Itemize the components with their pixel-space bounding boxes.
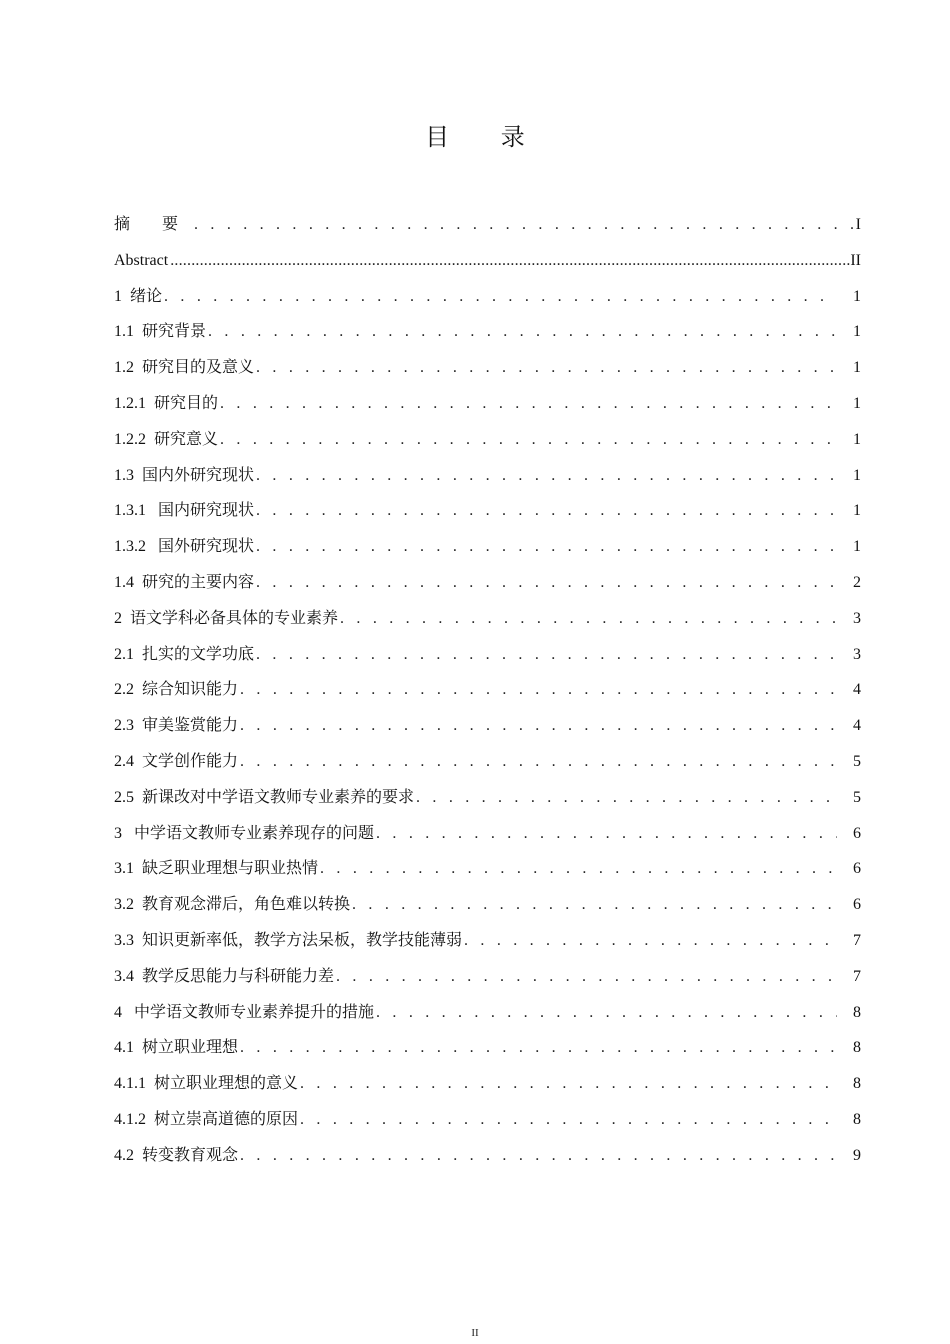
toc-dot-leader xyxy=(318,851,837,887)
toc-entry[interactable] xyxy=(114,458,861,494)
toc-entry-page-number: 6 xyxy=(853,824,861,842)
toc-entry-label: 4.1.1 树立职业理想的意义 xyxy=(114,1075,299,1093)
toc-entry-label: 2.4 文学创作能力 xyxy=(114,752,239,770)
toc-entry-page-number: 4 xyxy=(853,717,861,735)
toc-entry-page-number: 1 xyxy=(853,359,861,377)
toc-entry[interactable] xyxy=(114,780,861,816)
toc-entry-label: 1.3.1 国内研究现状 xyxy=(114,502,255,520)
page-number-footer: II xyxy=(471,1327,479,1339)
toc-entry-page-number: 7 xyxy=(853,967,861,985)
toc-dot-leader xyxy=(238,672,837,708)
toc-entry-label: 1.3.2 国外研究现状 xyxy=(114,538,255,556)
toc-entry-page-number: 8 xyxy=(853,1075,861,1093)
toc-dot-leader xyxy=(206,314,837,350)
toc-entry[interactable] xyxy=(114,243,861,279)
toc-entry-label: 1.3 国内外研究现状 xyxy=(114,466,255,484)
toc-entry-label: 2.3 审美鉴赏能力 xyxy=(114,717,239,735)
toc-entry-label: Abstract xyxy=(114,251,169,269)
toc-dot-leader xyxy=(254,637,837,673)
toc-entry[interactable] xyxy=(114,386,861,422)
toc-entry-page-number: 1 xyxy=(853,323,861,341)
table-of-contents xyxy=(114,207,861,1174)
toc-entry-page-number: 3 xyxy=(853,645,861,663)
toc-entry[interactable] xyxy=(114,493,861,529)
page-title: 目 录 xyxy=(425,123,547,151)
toc-dot-leader xyxy=(238,1030,837,1066)
toc-dot-leader xyxy=(162,279,837,315)
toc-dot-leader xyxy=(254,565,837,601)
toc-dot-leader xyxy=(374,816,837,852)
toc-dot-leader xyxy=(374,995,837,1031)
toc-dot-leader xyxy=(254,529,837,565)
toc-entry[interactable] xyxy=(114,637,861,673)
toc-entry[interactable] xyxy=(114,744,861,780)
toc-entry-page-number: 1 xyxy=(853,430,861,448)
toc-entry[interactable] xyxy=(114,1138,861,1174)
toc-entry-label: 1.2.1 研究目的 xyxy=(114,394,219,412)
toc-entry-page-number: 1 xyxy=(853,502,861,520)
toc-dot-leader xyxy=(192,207,856,243)
toc-entry-label: 2 语文学科必备具体的专业素养 xyxy=(114,609,339,627)
toc-entry-label: 4.1 树立职业理想 xyxy=(114,1039,239,1057)
toc-entry[interactable] xyxy=(114,923,861,959)
toc-entry-page-number: 5 xyxy=(853,788,861,806)
toc-entry-page-number: 1 xyxy=(853,538,861,556)
toc-entry-label: 4.1.2 树立崇高道德的原因 xyxy=(114,1110,299,1128)
toc-entry[interactable] xyxy=(114,672,861,708)
toc-entry[interactable] xyxy=(114,422,861,458)
toc-entry[interactable] xyxy=(114,851,861,887)
toc-entry-page-number: 8 xyxy=(853,1039,861,1057)
toc-dot-leader xyxy=(238,744,837,780)
toc-entry-label: 1.1 研究背景 xyxy=(114,323,207,341)
toc-entry-label: 摘 要 xyxy=(114,216,193,233)
toc-entry-page-number: 1 xyxy=(853,287,861,305)
toc-dot-leader xyxy=(218,386,837,422)
toc-dot-leader xyxy=(414,780,837,816)
toc-entry-page-number: 2 xyxy=(853,573,861,591)
toc-entry-page-number: II xyxy=(850,251,861,269)
toc-entry-label: 2.2 综合知识能力 xyxy=(114,681,239,699)
toc-entry-page-number: 1 xyxy=(853,394,861,412)
toc-entry-page-number: 6 xyxy=(853,860,861,878)
toc-entry[interactable] xyxy=(114,529,861,565)
toc-entry[interactable] xyxy=(114,1066,861,1102)
toc-entry-label: 4.2 转变教育观念 xyxy=(114,1146,239,1164)
toc-entry-label: 3 中学语文教师专业素养现存的问题 xyxy=(114,824,375,842)
toc-entry-page-number: 5 xyxy=(853,752,861,770)
toc-entry-label: 3.4 教学反思能力与科研能力差 xyxy=(114,967,335,985)
toc-entry[interactable] xyxy=(114,1102,861,1138)
toc-entry[interactable] xyxy=(114,350,861,386)
toc-entry-page-number: 8 xyxy=(853,1110,861,1128)
toc-entry-label: 4 中学语文教师专业素养提升的措施 xyxy=(114,1003,375,1021)
toc-entry-page-number: I xyxy=(855,216,861,233)
toc-entry-label: 3.2 教育观念滞后，角色难以转换 xyxy=(114,896,351,914)
toc-entry[interactable] xyxy=(114,816,861,852)
toc-dot-leader xyxy=(238,1138,837,1174)
toc-entry-label: 1.2.2 研究意义 xyxy=(114,430,219,448)
toc-dot-leader xyxy=(298,1102,837,1138)
toc-entry-label: 1.2 研究目的及意义 xyxy=(114,359,255,377)
toc-entry-page-number: 7 xyxy=(853,931,861,949)
toc-dot-leader xyxy=(238,708,837,744)
toc-entry-page-number: 1 xyxy=(853,466,861,484)
toc-entry-label: 1.4 研究的主要内容 xyxy=(114,573,255,591)
toc-dot-leader xyxy=(218,422,837,458)
toc-dot-leader xyxy=(298,1066,837,1102)
toc-dot-leader xyxy=(338,601,837,637)
toc-entry[interactable] xyxy=(114,601,861,637)
toc-entry-label: 3.3 知识更新率低，教学方法呆板，教学技能薄弱 xyxy=(114,931,463,949)
toc-dot-leader xyxy=(350,887,837,923)
toc-entry-page-number: 8 xyxy=(853,1003,861,1021)
toc-entry-label: 1 绪论 xyxy=(114,287,163,305)
toc-entry[interactable] xyxy=(114,207,861,243)
toc-dot-leader xyxy=(254,493,837,529)
toc-dot-leader xyxy=(254,350,837,386)
toc-entry[interactable] xyxy=(114,279,861,315)
toc-entry[interactable] xyxy=(114,314,861,350)
toc-entry[interactable] xyxy=(114,995,861,1031)
toc-dot-leader xyxy=(334,959,837,995)
toc-entry[interactable] xyxy=(114,959,861,995)
toc-entry-label: 2.1 扎实的文学功底 xyxy=(114,645,255,663)
toc-entry-page-number: 6 xyxy=(853,896,861,914)
toc-entry[interactable] xyxy=(114,1030,861,1066)
toc-entry-page-number: 3 xyxy=(853,609,861,627)
toc-entry-label: 3.1 缺乏职业理想与职业热情 xyxy=(114,860,319,878)
toc-entry[interactable] xyxy=(114,708,861,744)
toc-entry[interactable] xyxy=(114,565,861,601)
toc-entry-label: 2.5 新课改对中学语文教师专业素养的要求 xyxy=(114,788,415,806)
toc-dot-leader xyxy=(254,458,837,494)
toc-dot-leader xyxy=(462,923,837,959)
toc-entry-page-number: 9 xyxy=(853,1146,861,1164)
toc-entry[interactable] xyxy=(114,887,861,923)
toc-entry-page-number: 4 xyxy=(853,681,861,699)
toc-dot-leader xyxy=(168,243,850,279)
